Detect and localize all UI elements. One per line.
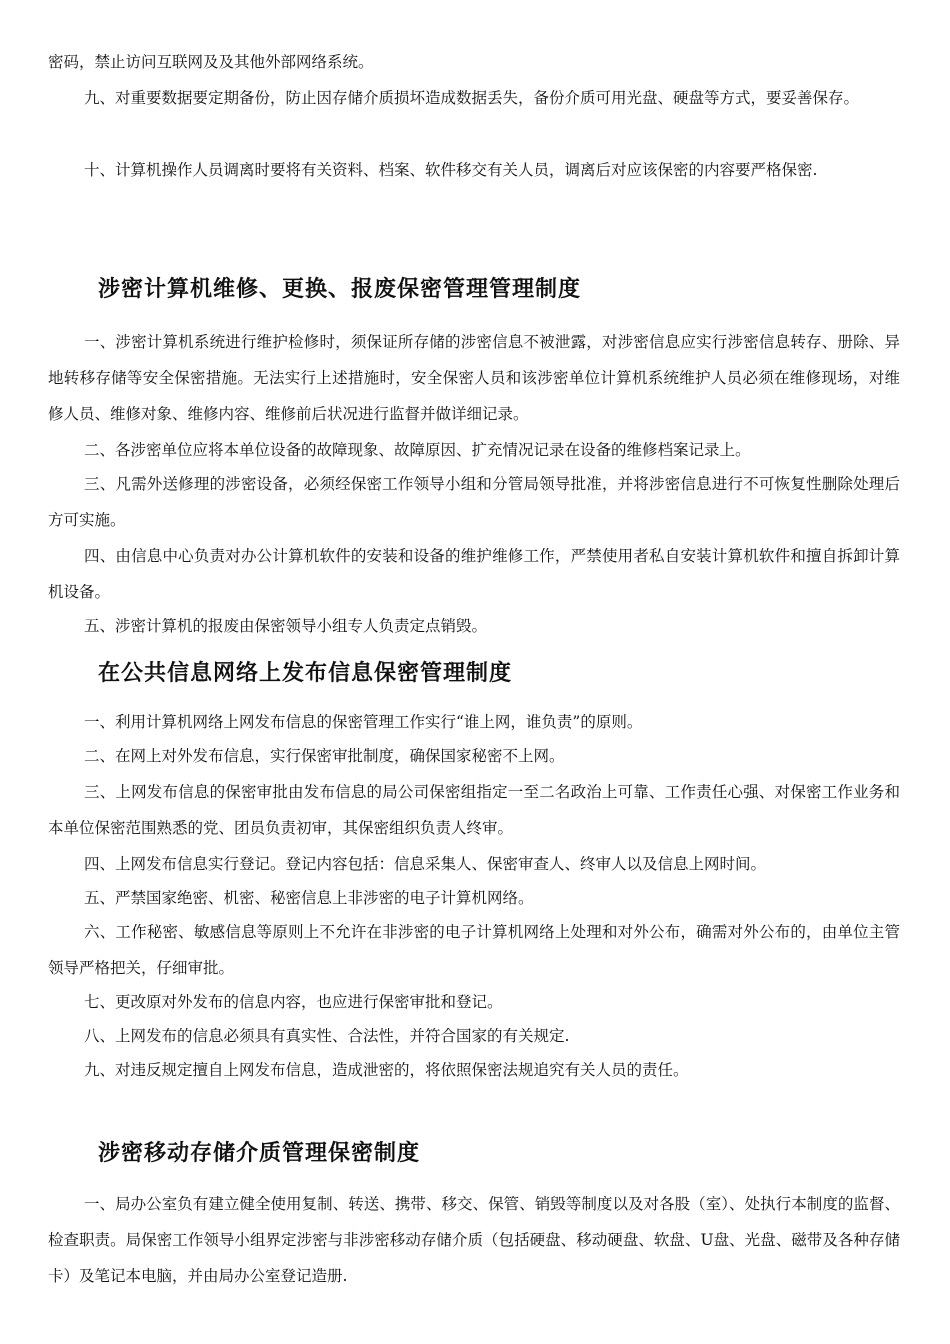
section-heading: 涉密计算机维修、更换、报废保密管理管理制度 xyxy=(98,277,582,302)
paragraph: 五、严禁国家绝密、机密、秘密信息上非涉密的电子计算机网络。 xyxy=(84,889,534,907)
paragraph: 八、上网发布的信息必须具有真实性、合法性，并符合国家的有关规定. xyxy=(84,1027,570,1045)
paragraph: 六、工作秘密、敏感信息等原则上不允许在非涉密的电子计算机网络上处理和对外公布，确需对外公布的，由单位主管领导严格把关，仔细审批。 xyxy=(48,923,900,977)
paragraph: 九、对重要数据要定期备份，防止因存储介质损坏造成数据丢失，备份介质可用光盘、硬盘等方式，要妥善保存。 xyxy=(84,89,860,107)
paragraph: 一、局办公室负有建立健全使用复制、转送、携带、移交、保管、销毁等制度以及对各股（室）、处执行本制度的监督、检查职责。局保密工作领导小组界定涉密与非涉密移动存储介质（包括硬盘、移动硬盘、软盘、U盘、光盘、磁带及各种存储卡）及笔记本电脑，并由局办公室登记造册. xyxy=(48,1195,900,1285)
paragraph: 三、上网发布信息的保密审批由发布信息的局公司保密组指定一至二名政治上可靠、工作责任心强、对保密工作业务和本单位保密范围熟悉的党、团员负责初审，其保密组织负责人终审。 xyxy=(48,783,900,837)
paragraph: 四、上网发布信息实行登记。登记内容包括：信息采集人、保密审查人、终审人以及信息上网时间。 xyxy=(84,855,767,873)
section-heading: 涉密移动存储介质管理保密制度 xyxy=(98,1141,421,1166)
paragraph: 二、各涉密单位应将本单位设备的故障现象、故障原因、扩充情况记录在设备的维修档案记录上。 xyxy=(84,441,751,459)
paragraph: 一、利用计算机网络上网发布信息的保密管理工作实行“谁上网，谁负责”的原则。 xyxy=(84,713,643,731)
paragraph: 三、凡需外送修理的涉密设备，必须经保密工作领导小组和分管局领导批准，并将涉密信息进行不可恢复性删除处理后方可实施。 xyxy=(48,475,900,529)
paragraph: 九、对违反规定擅自上网发布信息，造成泄密的，将依照保密法规追究有关人员的责任。 xyxy=(84,1061,689,1079)
paragraph: 四、由信息中心负责对办公计算机软件的安装和设备的维护维修工作，严禁使用者私自安装计算机软件和擅自拆卸计算机设备。 xyxy=(48,547,900,601)
paragraph: 七、更改原对外发布的信息内容，也应进行保密审批和登记。 xyxy=(84,993,503,1011)
paragraph: 五、涉密计算机的报废由保密领导小组专人负责定点销毁。 xyxy=(84,617,488,635)
paragraph: 一、涉密计算机系统进行维护检修时，须保证所存储的涉密信息不被泄露，对涉密信息应实行涉密信息转存、册除、异地转移存储等安全保密措施。无法实行上述措施时，安全保密人员和该涉密单位计算机系统维护人员必须在维修现场，对维修人员、维修对象、维修内容、维修前后状况进行监督并做详细记录。 xyxy=(48,333,900,423)
paragraph: 十、计算机操作人员调离时要将有关资料、档案、软件移交有关人员，调离后对应该保密的内容要严格保密. xyxy=(84,161,818,179)
section-heading: 在公共信息网络上发布信息保密管理制度 xyxy=(98,661,513,686)
paragraph: 二、在网上对外发布信息，实行保密审批制度，确保国家秘密不上网。 xyxy=(84,747,565,765)
paragraph: 密码，禁止访问互联网及及其他外部网络系统。 xyxy=(48,53,374,71)
